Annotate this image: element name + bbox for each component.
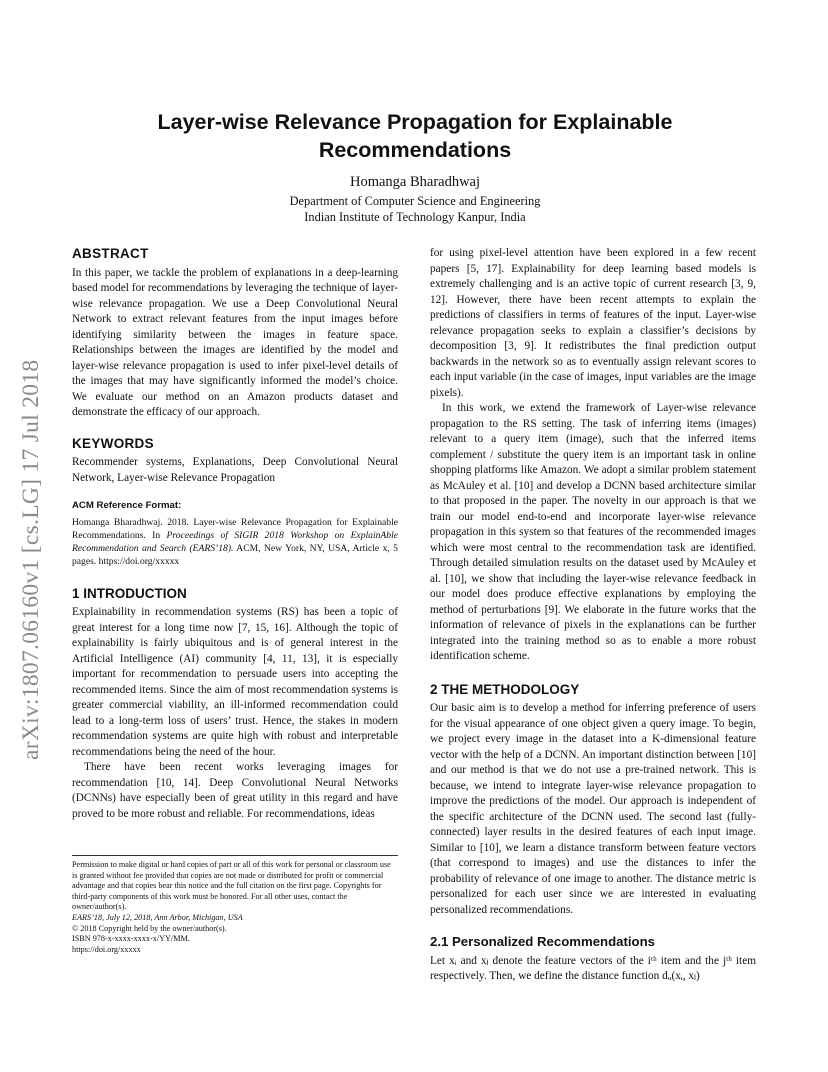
affiliation: [90, 193, 740, 225]
keywords-heading: KEYWORDS: [72, 435, 154, 451]
method-heading: 2 THE METHODOLOGY: [430, 681, 580, 697]
intro-heading: 1 INTRODUCTION: [72, 585, 187, 601]
author-name: Homanga Bharadhwaj: [349, 174, 481, 190]
intro-paragraph-1: Explainability in recommendation systems (RS) has been a topic of great interest for a long time now [7, 15, 16]. Although the topic of explainability is fairly ubiquitous and is of general interest in the Artificial Intelligence (AI) community [4, 11, 13], it is especially important for recommendation to persuade users into accepting the recommended items. Since the aim of most recommendation systems is greater commercial viability, an ill-informed recommendation could lead to a long-term loss of users’ trust. Hence, the stakes in modern recommendation systems are quite high with robust and interpretable recommendations being the need of the hour.: [72, 606, 398, 758]
acm-ref-heading: ACM Reference Format:: [72, 500, 182, 511]
affiliation-dept: Department of Computer Science and Engineering: [289, 194, 541, 208]
copyright-footnote: [72, 855, 398, 955]
acm-ref-text: [72, 516, 398, 568]
keywords-text: Recommender systems, Explanations, Deep Convolutional Neural Network, Layer-wise Relevance Propagation: [72, 456, 398, 484]
acm-ref-post: ACM, New York, NY, USA, Article x, 5 pages. https://doi.org/xxxxx: [72, 542, 398, 567]
right-column: [430, 246, 756, 985]
intro-paragraph-4: In this work, we extend the framework of Layer-wise relevance propagation to the RS setting. The task of inferring items (images) relevant to a query item (image), such that the inferred items complement / substitute the query item is an important task in online shopping platforms like Amazon. We adopt a similar problem statement as McAuley et al. [10] and develop a DCNN based architecture similar to that proposed in the paper. The novelty in our approach is that we train our model end-to-end and incorporate layer-wise relevance propagation in this system so that features of the recommended images which were most central to the recommendation task are identified. Through detailed simulation results on the dataset used by McAuley et al. [10], we show that including the layer-wise relevance feedback in our model does produce effective explanations by employing the method of perturbations [9]. We elaborate in the future works that the information of relevance of pixels in the explanations can be further integrated into the training method so as to enable a more robust identification scheme.: [430, 402, 756, 662]
intro-paragraph-2: There have been recent works leveraging images for recommendation [10, 14]. Deep Convolutional Neural Networks (DCNNs) have especially been of great utility in this regard and have proved to be more robust and reliable. For recommendations, ideas: [72, 761, 398, 820]
method-paragraph-1: Our basic aim is to develop a method for inferring preference of users for the visual appearance of one object given a query image. To begin, we project every image in the dataset into a K-dimensional feature vector with the help of a DCNN. An important distinction between [10] and our method is that we do not use a pre-trained network. This is because, we intend to integrate layer-wise relevance propagation to improve the predictions of the model. Our approach is independent of the specific architecture of the DCNN used. The second last (fully-connected) layer results in the desired features of each input image. Similar to [10], we learn a distance transform between feature vectors (that correspond to images) and use the distances to infer the probability of relevance of one image to another. The distance metric is personalized for each user since we are interested in evaluating personalized recommendations.: [430, 702, 756, 916]
footnote-permission: Permission to make digital or hard copies of part or all of this work for personal or classroom use is granted without fee provided that copies are not made or distributed for profit or commercial advantage and that copies bear this notice and the full citation on the first page. Copyrights for third-party components of this work must be honored. For all other uses, contact the owner/author(s).: [72, 860, 391, 912]
personalized-text: Let xᵢ and xⱼ denote the feature vectors of the iᵗʰ item and the jᵗʰ item respectively. Then, we define the distance function dᵤ(xᵢ, xⱼ): [430, 954, 756, 982]
footnote-doi: https://doi.org/xxxxx: [72, 944, 141, 954]
abstract-text: In this paper, we tackle the problem of explanations in a deep-learning based model for recommendations by leveraging the technique of layer-wise relevance propagation. We use a Deep Convolutional Neural Network to extract relevant features from the input images before identifying similarity between the images in feature space. Relationships between the images are identified by the model and layer-wise relevance propagation is used to infer pixel-level details of the images that may have significantly informed the model’s choice. We evaluate our method on an Amazon products dataset and demonstrate the efficacy of our approach.: [72, 266, 398, 418]
personalized-heading: 2.1 Personalized Recommendations: [430, 934, 655, 949]
footnote-isbn: ISBN 978-x-xxxx-xxxx-x/YY/MM.: [72, 934, 190, 944]
abstract-heading: ABSTRACT: [72, 246, 149, 261]
acm-ref-proceedings: Proceedings of SIGIR 2018 Workshop on ExplainAble Recommendation and Search (EARS’18).: [72, 529, 398, 554]
intro-paragraph-3: for using pixel-level attention have been explored in a few recent papers [5, 17]. Explainability for deep learning based models is extremely challenging and is an active topic of current research [3, 9, 12]. However, there have been recent attempts to explain the predictions of classifiers in terms of features of the input. Layer-wise relevance propagation seeks to explain a classifier’s decisions by decomposition [3, 9]. It redistributes the final prediction output backwards in the network so as to eventually assign relevant scores to each input variable (in the case of images, input variables are the image pixels).: [430, 247, 756, 399]
acm-ref-pre: Homanga Bharadhwaj. 2018. Layer-wise Relevance Propagation for Explainable Recommendations. In: [72, 516, 398, 541]
arxiv-stamp: arXiv:1807.06160v1 [cs.LG] 17 Jul 2018: [18, 359, 44, 760]
footnote-copyright: © 2018 Copyright held by the owner/author(s).: [72, 923, 227, 933]
affiliation-inst: Indian Institute of Technology Kanpur, India: [304, 210, 526, 224]
footnote-venue: EARS’18, July 12, 2018, Ann Arbor, Michigan, USA: [72, 912, 243, 922]
paper-title: Layer-wise Relevance Propagation for Explainable Recommendations: [157, 110, 673, 162]
left-column: [72, 246, 398, 822]
